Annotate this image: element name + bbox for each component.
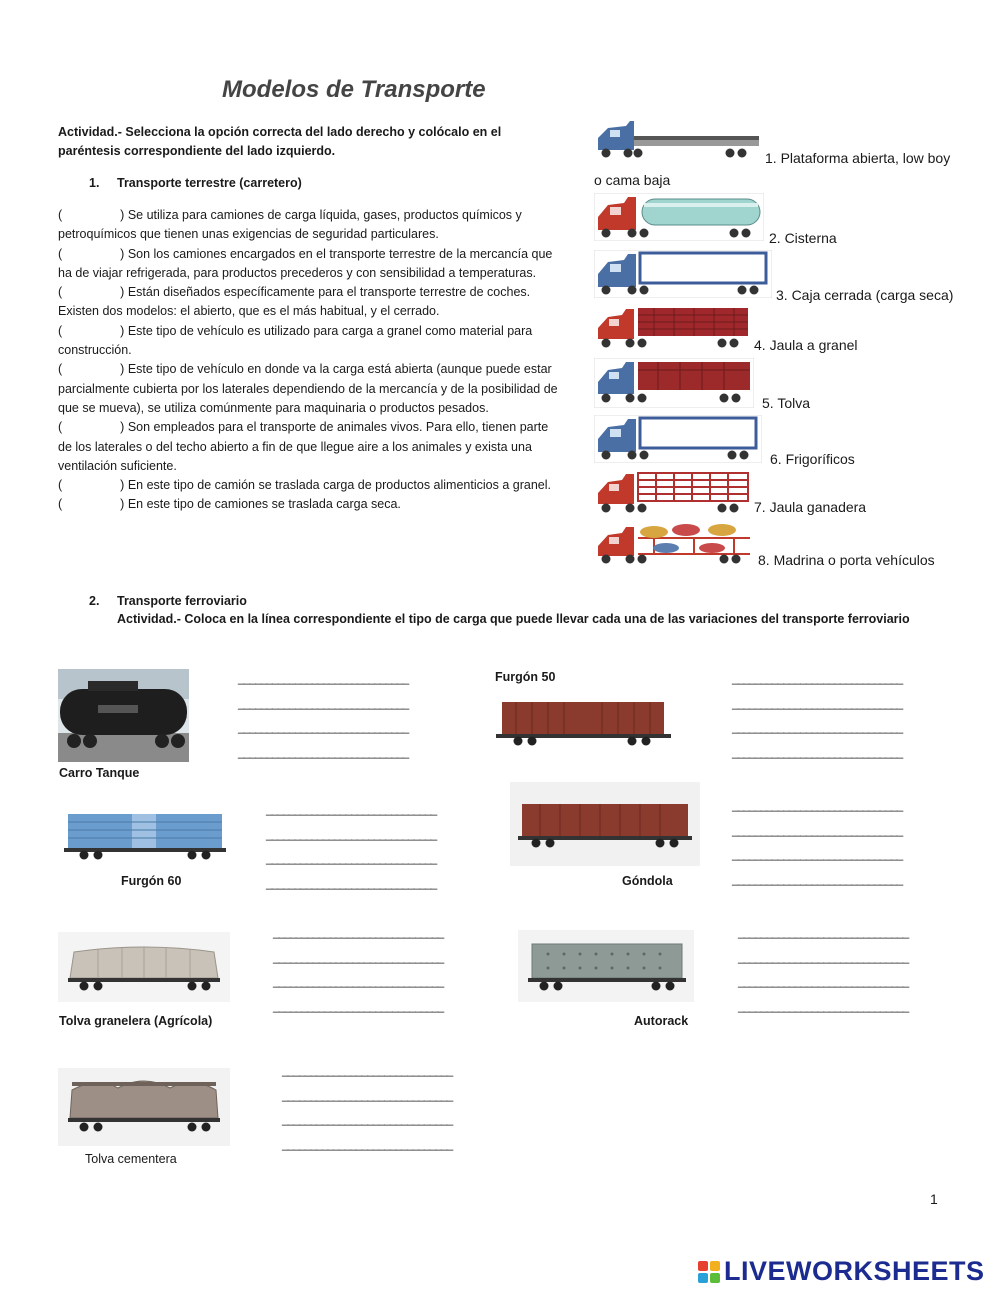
answer-lines-furgon-60[interactable]: ______________________________ ______________________________ ______________________________ ______________________________ [266,802,437,890]
truck-label-8: 8. Madrina o porta vehículos [758,552,935,568]
answer-lines-carro-tanque[interactable]: ______________________________ ______________________________ ______________________________ ______________________________ [238,671,409,759]
answer-lines-tolva-granelera[interactable]: ______________________________ ______________________________ ______________________________ ______________________________ [273,925,444,1013]
matching-item: ( ) Son los camiones encargados en el transporte terrestre de la mercancía que ha de viajar refrigerada, para productos precederos y con sensibilidad a temperaturas. [58,246,553,280]
gondola-photo [510,782,700,866]
truck-car-carrier-icon [594,520,754,564]
matching-item: ( ) Este tipo de vehículo en donde va la carga está abierta (aunque puede estar parcialmente cubierta por los laterales dependiendo de la mercancía y de la posibilidad de que se mueva), se utiliza comúnmente para maquinaria o productos pesados. [58,362,558,415]
cement-hopper-photo [58,1068,230,1146]
matching-item: ( ) Están diseñados específicamente para el transporte terrestre de coches. Existen dos modelos: el abierto, que es el más habitual, y el cerrado. [58,285,531,319]
section2-number: 2. [89,594,100,608]
section1-number: 1. [89,176,100,190]
section1-title: Transporte terrestre (carretero) [117,176,302,190]
truck-label-1-cont: o cama baja [594,172,671,188]
page-title: Modelos de Transporte [222,76,486,103]
rail-label-gondola: Góndola [622,874,673,888]
matching-items-list [58,206,558,515]
liveworksheets-logo[interactable] [698,1256,985,1287]
matching-item: ( ) Este tipo de vehículo es utilizado para carga a granel como material para construcción. [58,323,533,358]
grain-hopper-photo [58,932,230,1002]
truck-cage-icon [594,306,752,350]
boxcar-50-photo [496,698,671,748]
rail-label-carro-tanque: Carro Tanque [59,766,140,780]
tank-car-photo [58,669,189,762]
rail-label-furgon-60: Furgón 60 [121,874,182,888]
truck-label-1: 1. Plataforma abierta, low boy [765,150,951,166]
answer-lines-autorack[interactable]: ______________________________ ______________________________ ______________________________ ______________________________ [738,925,909,1013]
matching-item: ( ) En este tipo de camiones se traslada carga seca. [58,497,401,512]
truck-label-5: 5. Tolva [762,395,810,411]
rail-label-furgon-50: Furgón 50 [495,670,556,684]
answer-lines-tolva-cementera[interactable]: ______________________________ ______________________________ ______________________________ ______________________________ [282,1063,453,1151]
answer-lines-furgon-50[interactable]: ______________________________ ______________________________ ______________________________ ______________________________ [732,671,903,759]
truck-label-6: 6. Frigoríficos [770,451,855,467]
logo-cubes-icon [698,1261,720,1283]
matching-item: ( ) En este tipo de camión se traslada carga de productos alimenticios a granel. [58,478,551,493]
section2-instruction: Actividad.- Coloca en la línea correspondiente el tipo de carga que puede llevar cada una de las variaciones del transporte ferroviario [117,612,910,626]
answer-lines-gondola[interactable]: ______________________________ ______________________________ ______________________________ ______________________________ [732,798,903,886]
logo-text: LIVEWORKSHEETS [724,1256,985,1286]
boxcar-60-photo [64,810,226,862]
section2-title: Transporte ferroviario [117,594,247,608]
rail-label-tolva-granelera: Tolva granelera (Agrícola) [59,1014,213,1028]
matching-item: ( ) Se utiliza para camiones de carga líquida, gases, productos químicos y petroquímicos que tienen unas exigencias de seguridad particulares. [58,208,522,242]
truck-box-icon [594,250,772,298]
truck-label-3: 3. Caja cerrada (carga seca) [776,287,954,303]
truck-tank-icon [594,193,764,241]
rail-label-tolva-cementera: Tolva cementera [85,1152,177,1166]
truck-livestock-icon [594,471,752,515]
matching-item: ( ) Son empleados para el transporte de animales vivos. Para ello, tienen parte de los laterales o del techo abierto a fin de que llegue aire a los animales y exista una ventilación suficiente. [58,420,549,473]
rail-label-autorack: Autorack [634,1014,689,1028]
page-number: 1 [930,1191,938,1207]
truck-label-4: 4. Jaula a granel [754,337,858,353]
truck-label-2: 2. Cisterna [769,230,837,246]
truck-label-7: 7. Jaula ganadera [754,499,867,515]
truck-flatbed-icon [594,118,764,162]
activity-instruction: Actividad.- Selecciona la opción correcta del lado derecho y colócalo en el paréntesis correspondiente del lado izquierdo. [58,125,502,158]
autorack-photo [518,930,694,1002]
truck-refrigerated-icon [594,415,762,463]
truck-hopper-icon [594,358,754,408]
